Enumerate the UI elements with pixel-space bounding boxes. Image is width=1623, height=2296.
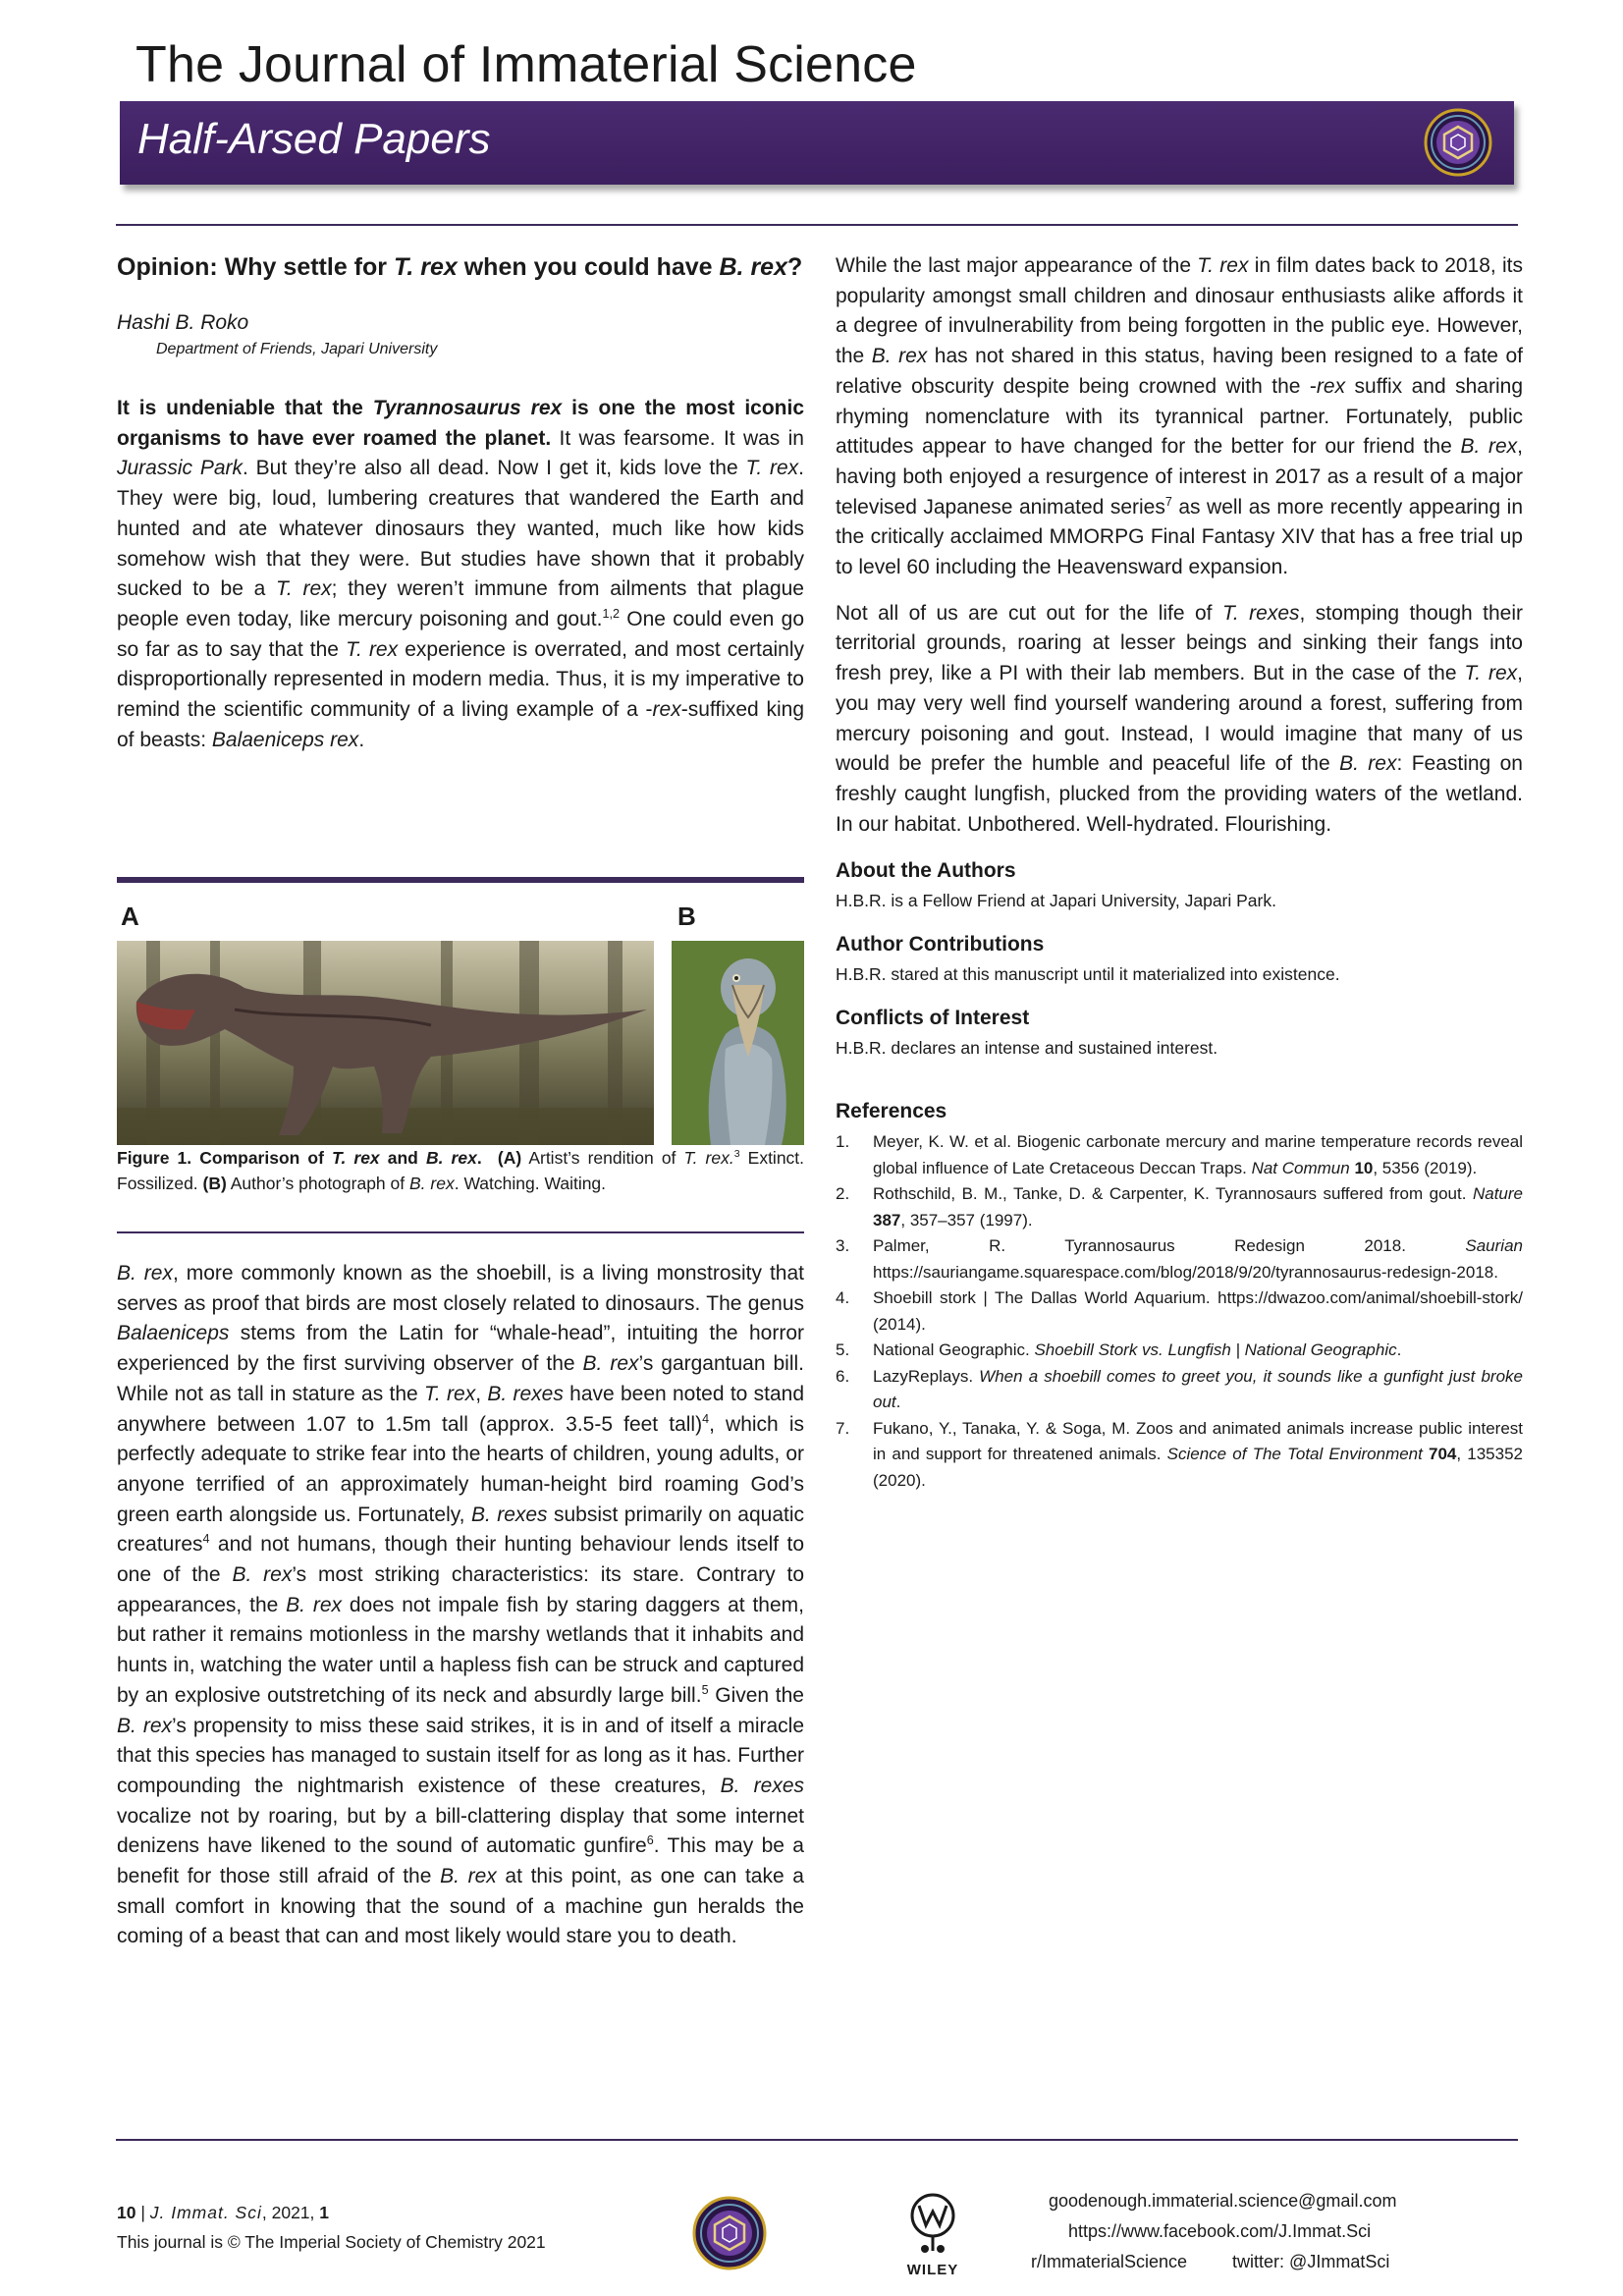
figure-label-b: B (677, 902, 696, 931)
left-column-continued (117, 1259, 804, 1952)
figure-rule-top (117, 877, 804, 883)
section-name: Half-Arsed Papers (137, 115, 491, 163)
figure-label-a: A (121, 902, 139, 931)
author-affiliation: Department of Friends, Japari University (156, 341, 438, 357)
journal-logo-icon (1424, 108, 1492, 177)
copyright-notice: This journal is © The Imperial Society of Chemistry 2021 (117, 2232, 546, 2252)
publisher-logo (898, 2192, 967, 2290)
figure-caption: Figure 1. Comparison of T. rex and B. rex. (A) Artist’s rendition of T. rex.$^3$ Extinct. Fossilized. (B) Author’s photograph of B. rex. Watching. Waiting. (117, 1148, 805, 1193)
figure-rule-bottom (117, 1231, 804, 1233)
body-paragraph-popularity: While the last major appearance of the T. rex in film dates back to 2018, its popularity amongst small children and dinosaur enthusiasts alike affords it a degree of invulnerability from being forgotten in the public eye. However, the B. rex has not shared in this status, having been resigned to a fate of relative obscurity despite being crowned with the -rex suffix and sharing rhyming nomenclature with its tyrannical partner. Fortunately, public attitudes appear to have changed for the better for our friend the B. rex, having both enjoyed a resurgence of interest in 2017 as a result of a major televised Japanese animated series$^7$ as well as more recently appearing in the critically acclaimed MMORPG Final Fantasy XIV that has a free trial up to level 60 including the Heavensward expansion. (836, 254, 1524, 579)
body-paragraph-conclusion: Not all of us are cut out for the life of T. rexes, stomping though their territorial grounds, roaring at lesser beings and sinking their fangs into fresh prey, like a PI with their lab members. But in the case of the T. rex, you may very well find yourself wandering around a forest, suffering from mercury poisoning and gout. Instead, I would imagine that many of us would be prefer the humble and peaceful life of the B. rex: Feasting on freshly caught lungfish, plucked from the providing waters of the wetland. In our habitat. Unbothered. Well-hydrated. Flourishing. (836, 601, 1523, 836)
wiley-emblem-icon (905, 2192, 960, 2257)
journal-seal-icon (692, 2196, 767, 2270)
reference-item: 2. Rothschild, B. M., Tanke, D. & Carpenter, K. Tyrannosaurs suffered from gout. Nature 387, 357–357 (1997). (836, 1184, 1523, 1230)
references-list (836, 1129, 1523, 1494)
contact-reddit[interactable]: r/ImmaterialScience (1031, 2252, 1188, 2271)
journal-title: The Journal of Immaterial Science (135, 36, 917, 93)
reference-item: 5. National Geographic. Shoebill Stork vs. Lungfish | National Geographic. (836, 1340, 1402, 1360)
footer-contacts (1031, 2186, 1396, 2277)
abstract-paragraph: It is undeniable that the Tyrannosaurus rex is one the most iconic organisms to have ever roamed the planet. It was fearsome. It was in Jurassic Park. But they’re also all dead. Now I get it, kids love the T. rex. They were big, loud, lumbering creatures that wandered the Earth and hunted and ate whatever dinosaurs they wanted, much like how kids somehow wish that they were. But studies have shown that it probably sucked to be a T. rex; they weren’t immune from ailments that plague people even today, like mercury poisoning and gout.$^{1,2}$ One could even go so far as to say that the T. rex experience is overrated, and most certainly disproportionally represented in modern media. Thus, it is my imperative to remind the scientific community of a living example of a -rex-suffixed king of beasts: Balaeniceps rex. (117, 397, 805, 751)
paper-title: Opinion: Why settle for T. rex when you could have B. rex? (117, 253, 803, 281)
right-column (836, 251, 1523, 1494)
author-contributions-heading: Author Contributions (836, 933, 1045, 957)
reference-item: 1. Meyer, K. W. et al. Biogenic carbonate mercury and marine temperature records reveal global influence of Late Cretaceous Deccan Traps. Nat Commun 10, 5356 (2019). (836, 1132, 1523, 1177)
about-authors-heading: About the Authors (836, 859, 1016, 883)
body-paragraph-shoebill: B. rex, more commonly known as the shoebill, is a living monstrosity that serves as proof that birds are most closely related to dinosaurs. The genus Balaeniceps stems from the Latin for “whale-head”, intuiting the horror experienced by the first surviving observer of the B. rex’s gargantuan bill. While not as tall in stature as the T. rex, B. rexes have been noted to stand anywhere between 1.07 to 1.5m tall (approx. 3.5-5 feet tall)$^4$, which is perfectly adequate to strike fear into the hearts of children, young adults, or anyone terrified of an approximately human-height bird roaming God’s green earth alongside us. Fortunately, B. rexes subsist primarily on aquatic creatures$^4$ and not humans, though their hunting behaviour lends itself to one of the B. rex’s most striking characteristics: its stare. Contrary to appearances, the B. rex does not impale fish by staring daggers at them, but rather it remains motionless in the marshy wetlands that it inhabits and hunts in, watching the water until a hapless fish can be struck and captured by an explosive outstretching of its neck and absurdly large bill.$^5$ Given the B. rex’s propensity to miss these said strikes, it is in and of itself a miracle that this species has managed to sustain itself for as long as it has. Further compounding the nightmarish existence of these creatures, B. rexes vocalize not by roaring, but by a bill-clattering display that some internet denizens have likened to the sound of automatic gunfire$^6$. This may be a benefit for those still afraid of the B. rex at this point, as one can take a small comfort in knowing that the sound of a machine gun heralds the coming of a beast that can and most likely would stare you to death. (117, 1262, 805, 1948)
contact-twitter[interactable]: twitter: @JImmatSci (1232, 2252, 1390, 2271)
author-name: Hashi B. Roko (117, 311, 249, 334)
contact-row (1031, 2247, 1396, 2277)
page-citation: 10 | J. Immat. Sci, 2021, 1 (117, 2203, 329, 2222)
reference-item: 4. Shoebill stork | The Dallas World Aquarium. https://dwazoo.com/animal/shoebill-stork/ (2014). (836, 1288, 1523, 1334)
left-column (117, 251, 804, 755)
references-heading: References (836, 1100, 947, 1123)
author-contributions-text: H.B.R. stared at this manuscript until it materialized into existence. (836, 964, 1340, 985)
author-contributions-section (836, 933, 1523, 985)
conflicts-section (836, 1007, 1523, 1059)
shoebill-photo-image (672, 941, 804, 1145)
trex-illustration-image (117, 941, 654, 1145)
about-authors-text: H.B.R. is a Fellow Friend at Japari University, Japari Park. (836, 891, 1276, 911)
references-section (836, 1100, 1523, 1494)
header-rule (116, 224, 1518, 226)
reference-item: 3. Palmer, R. Tyrannosaurus Redesign 2018. Saurian https://sauriangame.squarespace.com/blog/2018/9/20/tyrannosaurus-redesign-2018. (836, 1236, 1523, 1282)
reference-item: 7. Fukano, Y., Tanaka, Y. & Soga, M. Zoos and animated animals increase public interest in and support for threatened animals. Science of The Total Environment 704, 135352 (2020). (836, 1418, 1523, 1490)
footer-rule (116, 2139, 1518, 2141)
contact-facebook[interactable]: https://www.facebook.com/J.Immat.Sci (1068, 2221, 1372, 2241)
about-authors-section (836, 859, 1523, 911)
section-banner (120, 101, 1514, 185)
contact-email[interactable]: goodenough.immaterial.science@gmail.com (1049, 2191, 1397, 2211)
reference-item: 6. LazyReplays. When a shoebill comes to greet you, it sounds like a gunfight just broke out. (836, 1366, 1523, 1412)
footer-citation (117, 2198, 546, 2257)
conflicts-heading: Conflicts of Interest (836, 1007, 1030, 1030)
publisher-name: WILEY (906, 2262, 959, 2278)
conflicts-text: H.B.R. declares an intense and sustained interest. (836, 1038, 1218, 1059)
